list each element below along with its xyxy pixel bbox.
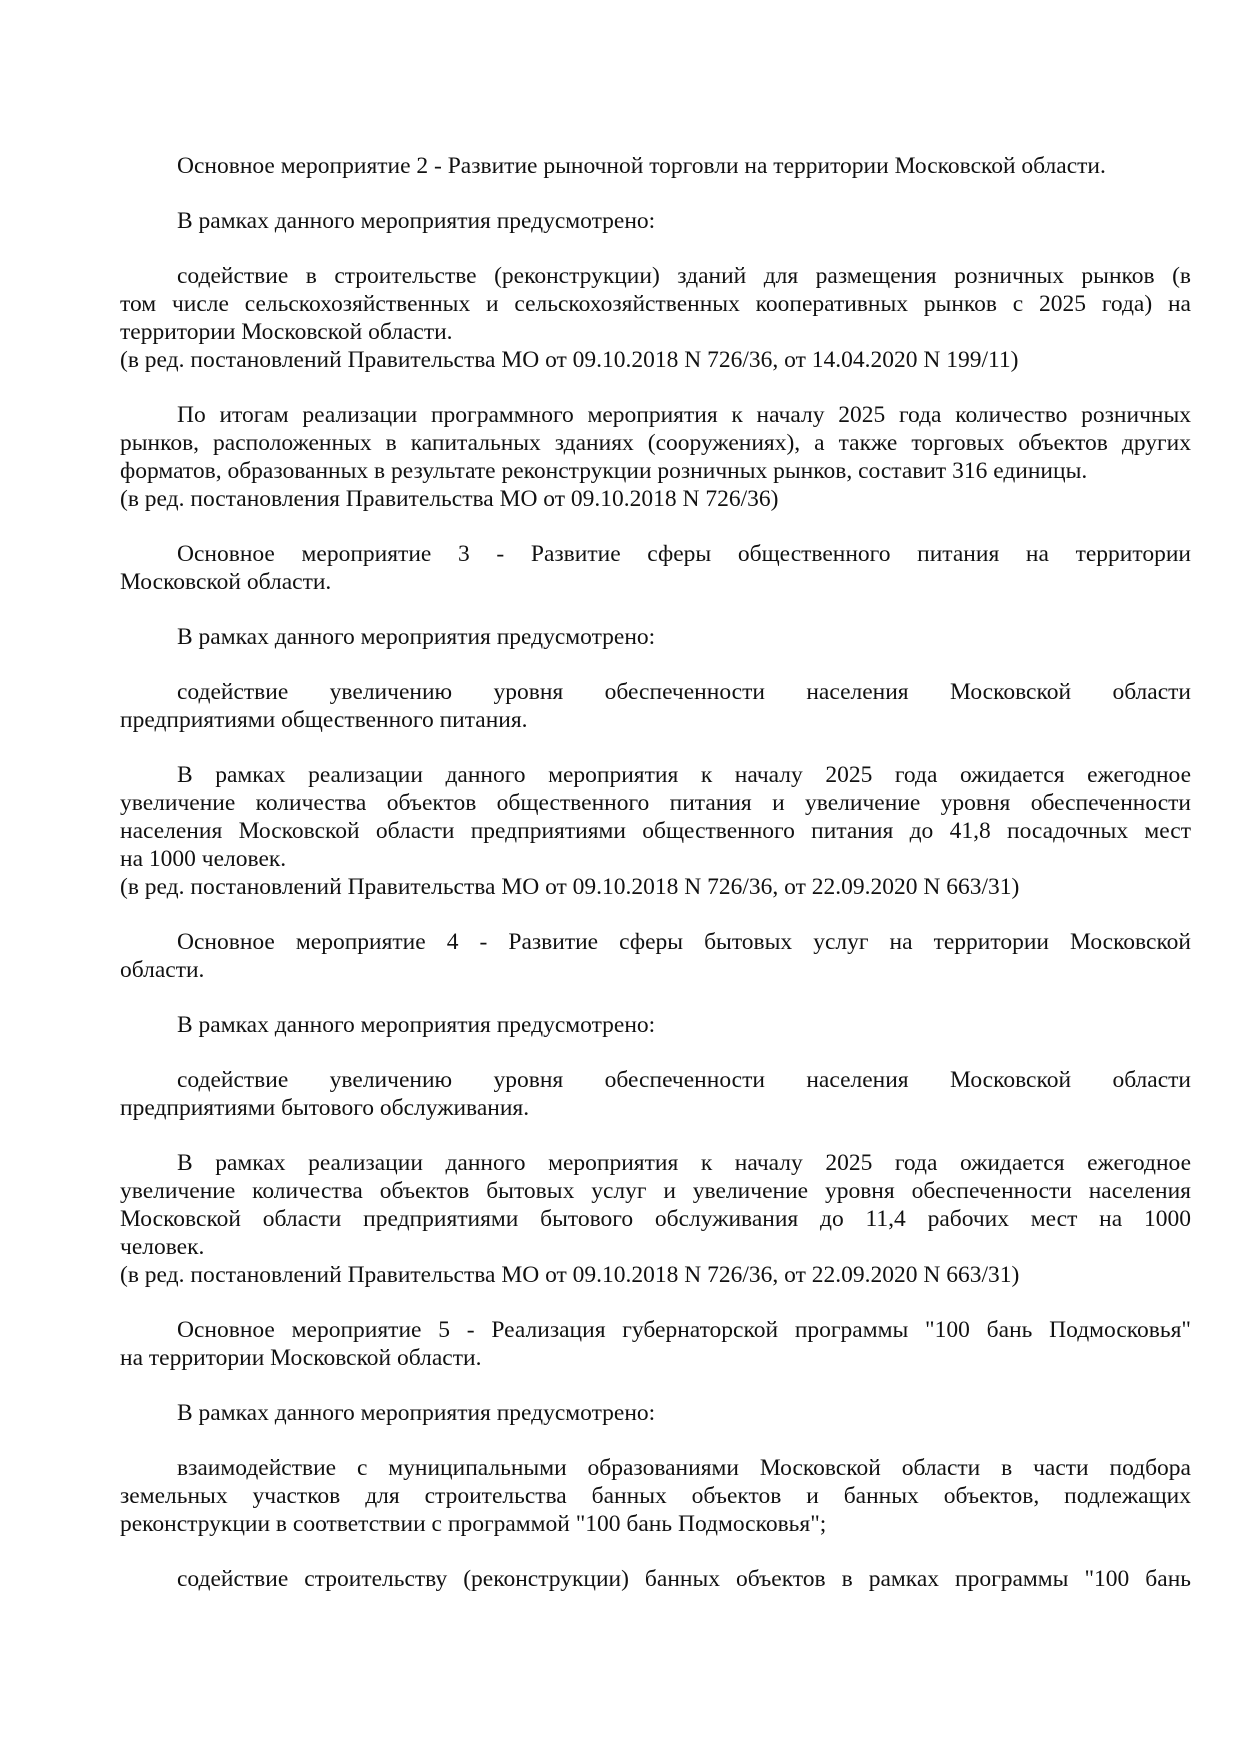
paragraph-line: реконструкции в соответствии с программой "100 бань Подмосковья";	[120, 1511, 827, 1537]
paragraph-line: области.	[120, 957, 205, 983]
paragraph	[120, 1316, 1191, 1372]
paragraph-line: содействие в строительстве (реконструкции) зданий для размещения розничных рынков (в	[177, 263, 1191, 289]
paragraph	[120, 1454, 1191, 1538]
paragraph	[120, 1399, 1191, 1427]
paragraph-line: В рамках данного мероприятия предусмотрено:	[177, 208, 656, 234]
paragraph-line: предприятиями бытового обслуживания.	[120, 1095, 530, 1121]
paragraph	[120, 207, 1191, 235]
paragraph-line: том числе сельскохозяйственных и сельскохозяйственных кооперативных рынков с 2025 года) на	[120, 291, 1191, 317]
paragraph-line: В рамках данного мероприятия предусмотрено:	[177, 1400, 656, 1426]
paragraph-line: рынков, расположенных в капитальных зданиях (сооружениях), а также торговых объектов других	[120, 430, 1191, 456]
paragraph-line: форматов, образованных в результате реконструкции розничных рынков, составит 316 единицы.	[120, 458, 1088, 484]
paragraph-line: населения Московской области предприятиями общественного питания до 41,8 посадочных мест	[120, 818, 1191, 844]
paragraph-line: содействие увеличению уровня обеспеченности населения Московской области	[177, 1067, 1191, 1093]
paragraph-line: человек.	[120, 1234, 205, 1260]
paragraph-line: В рамках реализации данного мероприятия к началу 2025 года ожидается ежегодное	[177, 762, 1191, 788]
paragraph-line: Московской области предприятиями бытового обслуживания до 11,4 рабочих мест на 1000	[120, 1206, 1191, 1232]
paragraph-line: территории Московской области.	[120, 319, 453, 345]
paragraph-line: В рамках данного мероприятия предусмотрено:	[177, 624, 656, 650]
document-body	[120, 152, 1191, 1620]
paragraph	[120, 678, 1191, 734]
paragraph-line: Основное мероприятие 4 - Развитие сферы бытовых услуг на территории Московской	[177, 929, 1191, 955]
paragraph	[120, 540, 1191, 596]
amendment-note: (в ред. постановлений Правительства МО от 09.10.2018 N 726/36, от 14.04.2020 N 199/11)	[120, 347, 1019, 373]
paragraph-line: земельных участков для строительства банных объектов и банных объектов, подлежащих	[120, 1483, 1191, 1509]
paragraph-line: В рамках данного мероприятия предусмотрено:	[177, 1012, 656, 1038]
paragraph	[120, 262, 1191, 374]
paragraph-line: взаимодействие с муниципальными образованиями Московской области в части подбора	[177, 1455, 1191, 1481]
paragraph	[120, 1066, 1191, 1122]
paragraph	[120, 1565, 1191, 1593]
paragraph-line: увеличение количества объектов общественного питания и увеличение уровня обеспеченности	[120, 790, 1191, 816]
paragraph-line: содействие строительству (реконструкции) банных объектов в рамках программы "100 бань	[177, 1566, 1191, 1592]
paragraph-line: на территории Московской области.	[120, 1345, 482, 1371]
amendment-note: (в ред. постановлений Правительства МО от 09.10.2018 N 726/36, от 22.09.2020 N 663/31)	[120, 874, 1020, 900]
paragraph-line: Московской области.	[120, 569, 332, 595]
paragraph-line: Основное мероприятие 2 - Развитие рыночной торговли на территории Московской области.	[177, 153, 1106, 179]
paragraph-line: предприятиями общественного питания.	[120, 707, 528, 733]
paragraph-line: содействие увеличению уровня обеспеченности населения Московской области	[177, 679, 1191, 705]
paragraph-line: Основное мероприятие 5 - Реализация губернаторской программы "100 бань Подмосковья"	[177, 1317, 1191, 1343]
paragraph-line: увеличение количества объектов бытовых услуг и увеличение уровня обеспеченности населения	[120, 1178, 1191, 1204]
paragraph	[120, 761, 1191, 901]
paragraph-line: В рамках реализации данного мероприятия к началу 2025 года ожидается ежегодное	[177, 1150, 1191, 1176]
amendment-note: (в ред. постановления Правительства МО от 09.10.2018 N 726/36)	[120, 486, 779, 512]
paragraph-line: на 1000 человек.	[120, 846, 287, 872]
paragraph	[120, 623, 1191, 651]
paragraph	[120, 401, 1191, 513]
amendment-note: (в ред. постановлений Правительства МО от 09.10.2018 N 726/36, от 22.09.2020 N 663/31)	[120, 1262, 1020, 1288]
paragraph	[120, 1011, 1191, 1039]
paragraph-line: По итогам реализации программного мероприятия к началу 2025 года количество розничных	[177, 402, 1191, 428]
paragraph	[120, 1149, 1191, 1289]
paragraph-line: Основное мероприятие 3 - Развитие сферы общественного питания на территории	[177, 541, 1191, 567]
paragraph	[120, 928, 1191, 984]
paragraph	[120, 152, 1191, 180]
